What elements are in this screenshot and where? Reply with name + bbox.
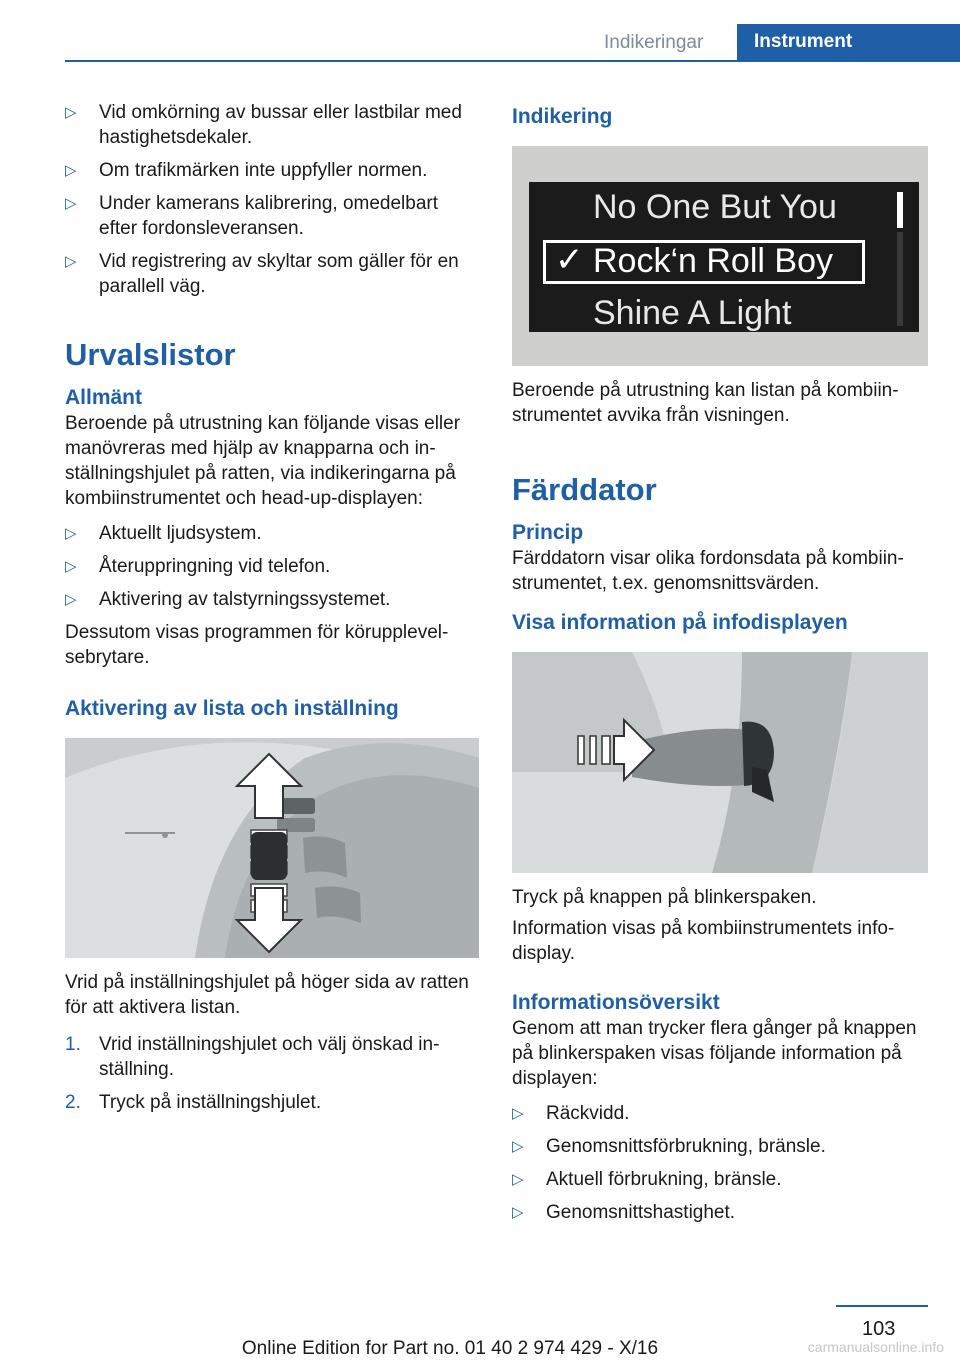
bullet-list-mid: [65, 521, 479, 612]
steering-wheel-illustration: [65, 738, 479, 958]
display-check-icon: ✓: [555, 241, 584, 279]
list-item: [65, 1032, 479, 1082]
bullet-list-info: [512, 1101, 928, 1225]
steps-list: [65, 1032, 479, 1115]
header-chapter-tab: Instrument: [737, 24, 960, 62]
left-column: [65, 100, 479, 1123]
turn-signal-illustration: [512, 652, 928, 873]
scrollbar-track: [897, 232, 903, 326]
step-number: 2.: [65, 1092, 81, 1113]
principle-paragraph: Färddatorn visar olika fordonsdata på kombiinstrumentet, t.ex. genomsnittsvärden.: [512, 548, 904, 594]
list-item: ▷ Aktivering av talstyrningssystemet.: [65, 587, 479, 612]
turn-signal-figure: [512, 652, 928, 873]
display-note: Beroende på utrustning kan listan på kombiinstrumentet avvika från visningen.: [512, 380, 899, 426]
list-item: ▷ Genomsnittshastighet.: [512, 1200, 928, 1225]
watermark: carmanualsonline.info: [807, 1339, 944, 1355]
list-item: ▷ Vid omkörning av bussar eller lastbilar med hastighetsdekaler.: [65, 100, 479, 150]
header-rule: [65, 60, 960, 62]
list-item: ▷ Under kamerans kalibrering, omedelbart efter fordonsleveransen.: [65, 191, 479, 241]
display-figure: [512, 146, 928, 366]
heading-urvalslistor: Urvalslistor: [65, 337, 236, 372]
display-screen: [529, 182, 919, 332]
display-line-3: Shine A Light: [593, 294, 792, 332]
list-item: ▷ Om trafikmärken inte uppfyller normen.: [65, 158, 479, 183]
display-line-1: No One But You: [593, 188, 837, 226]
right-column: [512, 104, 928, 1233]
bullet-list-top: [65, 100, 479, 299]
list-item: [65, 1090, 479, 1115]
heading-allmant: Allmänt: [65, 386, 143, 409]
figure-caption: Vrid på inställningshjulet på höger sida av ratten för att aktivera listan.: [65, 972, 469, 1018]
page-number-rule: [836, 1305, 928, 1307]
list-item: ▷ Vid registrering av skyltar som gäller för en parallell väg.: [65, 249, 479, 299]
display-line-2: Rock‘n Roll Boy: [593, 242, 833, 280]
list-item: ▷ Återuppringning vid telefon.: [65, 554, 479, 579]
scrollbar-thumb: [897, 192, 903, 228]
heading-visa-information: Visa information på infodisplayen: [512, 611, 848, 634]
step-number: 1.: [65, 1034, 81, 1055]
list-item: ▷ Genomsnittsförbrukning, bränsle.: [512, 1134, 928, 1159]
heading-informationsoversikt: Informationsöversikt: [512, 991, 720, 1014]
heading-indikering: Indikering: [512, 105, 613, 128]
steering-wheel-figure: [65, 738, 479, 958]
extra-paragraph: Dessutom visas programmen för körupplevelsebrytare.: [65, 622, 449, 668]
page-number: 103: [862, 1318, 896, 1340]
intro-paragraph: Beroende på utrustning kan följande visas eller manövreras med hjälp av knapparna och inställningshjulet på ratten, via indikeringarna på kombiinstrumentet och head-up-displayen:: [65, 413, 461, 509]
list-item: ▷ Aktuell förbrukning, bränsle.: [512, 1167, 928, 1192]
heading-farddator: Färddator: [512, 472, 657, 507]
heading-aktivering: Aktivering av lista och inställning: [65, 697, 399, 720]
overview-paragraph: Genom att man trycker flera gånger på knappen på blinkerspaken visas följande information på displayen:: [512, 1018, 917, 1089]
edition-footer: Online Edition for Part no. 01 40 2 974 429 - X/16: [241, 1338, 659, 1359]
header-section: Indikeringar: [604, 32, 704, 53]
press-paragraph: Tryck på knappen på blinkerspaken.: [512, 887, 817, 908]
list-item: ▷ Räckvidd.: [512, 1101, 928, 1126]
step-text: Tryck på inställningshjulet.: [99, 1092, 322, 1113]
heading-princip: Princip: [512, 521, 584, 544]
info-paragraph: Information visas på kombiinstrumentets infodisplay.: [512, 918, 895, 964]
step-text: Vrid inställningshjulet och välj önskad inställning.: [99, 1034, 440, 1080]
list-item: ▷ Aktuellt ljudsystem.: [65, 521, 479, 546]
